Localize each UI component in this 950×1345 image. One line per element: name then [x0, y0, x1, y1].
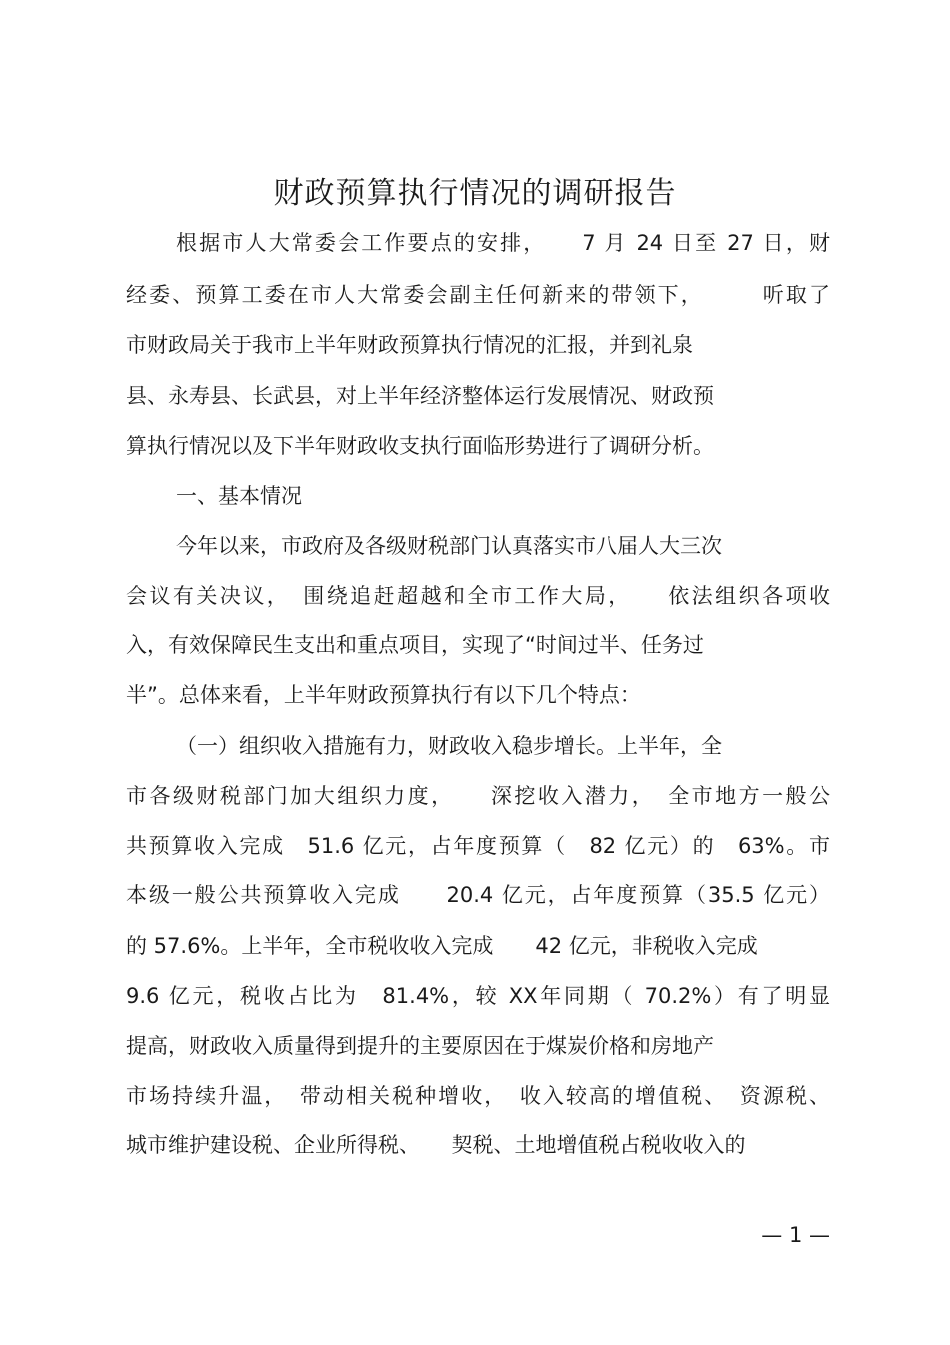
text-line: 入，有效保障民生支出和重点项目，实现了“时间过半、任务过 — [126, 633, 704, 657]
text-line: 经委、预算工委在市人大常委会副主任何新来的带领下， 听取了 — [126, 283, 830, 307]
text-line: 市场持续升温， 带动相关税种增收， 收入较高的增值税、 资源税、 — [126, 1084, 830, 1108]
text-line: 提高，财政收入质量得到提升的主要原因在于煤炭价格和房地产 — [126, 1034, 714, 1058]
text-line: 算执行情况以及下半年财政收支执行面临形势进行了调研分析。 — [126, 434, 714, 458]
section-heading: 一、基本情况 — [176, 484, 302, 508]
text-line: 县、永寿县、长武县，对上半年经济整体运行发展情况、财政预 — [126, 384, 714, 408]
subsection-line: （一）组织收入措施有力，财政收入稳步增长。上半年，全 — [176, 734, 722, 758]
text-line: 9.6 亿元，税收占比为 81.4%，较 XX年同期（ 70.2%）有了明显 — [126, 984, 830, 1008]
text-line: 城市维护建设税、企业所得税、 契税、土地增值税占税收收入的 — [126, 1133, 746, 1157]
text-line: 本级一般公共预算收入完成 20.4 亿元，占年度预算（35.5 亿元） — [126, 883, 830, 907]
text-line: 市财政局关于我市上半年财政预算执行情况的汇报，并到礼泉 — [126, 333, 693, 357]
text-line: 今年以来，市政府及各级财税部门认真落实市八届人大三次 — [176, 534, 722, 558]
text-line: 的 57.6%。上半年，全市税收收入完成 42 亿元，非税收入完成 — [126, 934, 758, 958]
document-title: 财政预算执行情况的调研报告 — [273, 176, 677, 211]
page-number: — 1 — — [761, 1223, 830, 1247]
text-line: 市各级财税部门加大组织力度， 深挖收入潜力， 全市地方一般公 — [126, 784, 830, 808]
text-line: 半”。总体来看，上半年财政预算执行有以下几个特点： — [126, 683, 641, 707]
text-line: 共预算收入完成 51.6 亿元，占年度预算（ 82 亿元）的 63%。市 — [126, 834, 830, 858]
text-line: 根据市人大常委会工作要点的安排， 7 月 24 日至 27 日，财 — [176, 231, 830, 255]
text-line: 会议有关决议， 围绕追赶超越和全市工作大局， 依法组织各项收 — [126, 584, 830, 608]
